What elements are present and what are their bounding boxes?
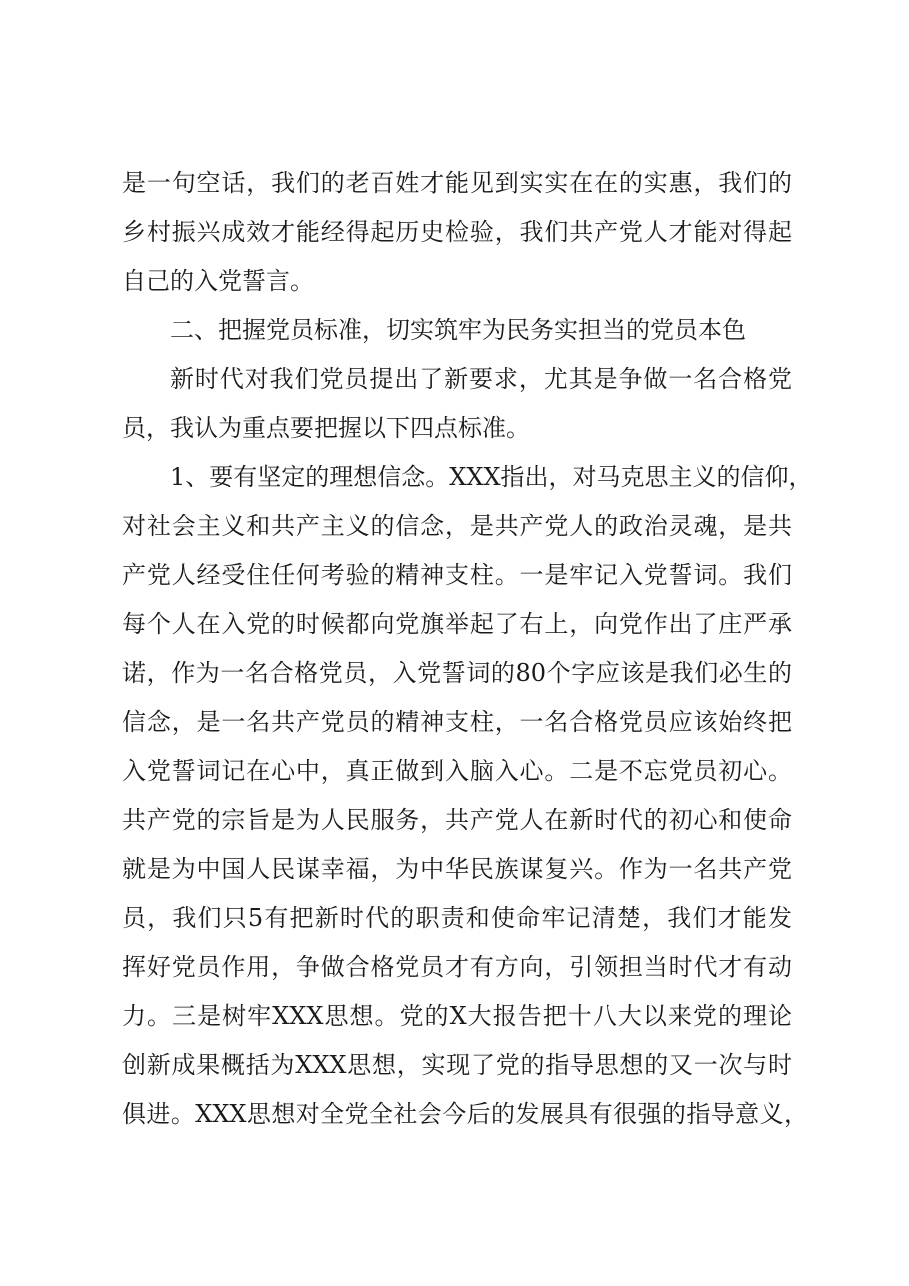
paragraph-line: 就是为中国人民谋幸福，为中华民族谋复兴。作为一名共产党	[122, 855, 792, 883]
paragraph-line: 入党誓词记在心中，真正做到入脑入心。二是不忘党员初心。	[122, 757, 792, 785]
paragraph-line: 自己的入党誓言。	[122, 267, 314, 295]
paragraph-line: 员，我们只5有把新时代的职责和使命牢记清楚，我们才能发	[122, 904, 792, 932]
paragraph-line: 员，我认为重点要把握以下四点标准。	[122, 414, 530, 442]
paragraph-line: 诺，作为一名合格党员，入党誓词的80个字应该是我们必生的	[122, 659, 792, 687]
paragraph-line: 俱进。XXX思想对全党全社会今后的发展具有很强的指导意义，	[122, 1100, 808, 1128]
paragraph-line: 乡村振兴成效才能经得起历史检验，我们共产党人才能对得起	[122, 218, 792, 246]
paragraph-line: 1、要有坚定的理想信念。XXX指出，对马克思主义的信仰，	[170, 463, 813, 491]
paragraph-line: 挥好党员作用，争做合格党员才有方向，引领担当时代才有动	[122, 953, 792, 981]
paragraph-line: 是一句空话，我们的老百姓才能见到实实在在的实惠，我们的	[122, 169, 792, 197]
paragraph-line: 产党人经受住任何考验的精神支柱。一是牢记入党誓词。我们	[122, 561, 792, 589]
paragraph-line: 信念，是一名共产党员的精神支柱，一名合格党员应该始终把	[122, 708, 792, 736]
section-heading: 二、把握党员标准，切实筑牢为民务实担当的党员本色	[170, 316, 746, 344]
paragraph-line: 创新成果概括为XXX思想，实现了党的指导思想的又一次与时	[122, 1051, 792, 1079]
paragraph-line: 共产党的宗旨是为人民服务，共产党人在新时代的初心和使命	[122, 806, 792, 834]
paragraph-line: 新时代对我们党员提出了新要求，尤其是争做一名合格党	[170, 365, 792, 393]
paragraph-line: 每个人在入党的时候都向党旗举起了右上，向党作出了庄严承	[122, 610, 792, 638]
paragraph-line: 力。三是树牢XXX思想。党的X大报告把十八大以来党的理论	[122, 1002, 792, 1030]
paragraph-line: 对社会主义和共产主义的信念，是共产党人的政治灵魂，是共	[122, 512, 792, 540]
